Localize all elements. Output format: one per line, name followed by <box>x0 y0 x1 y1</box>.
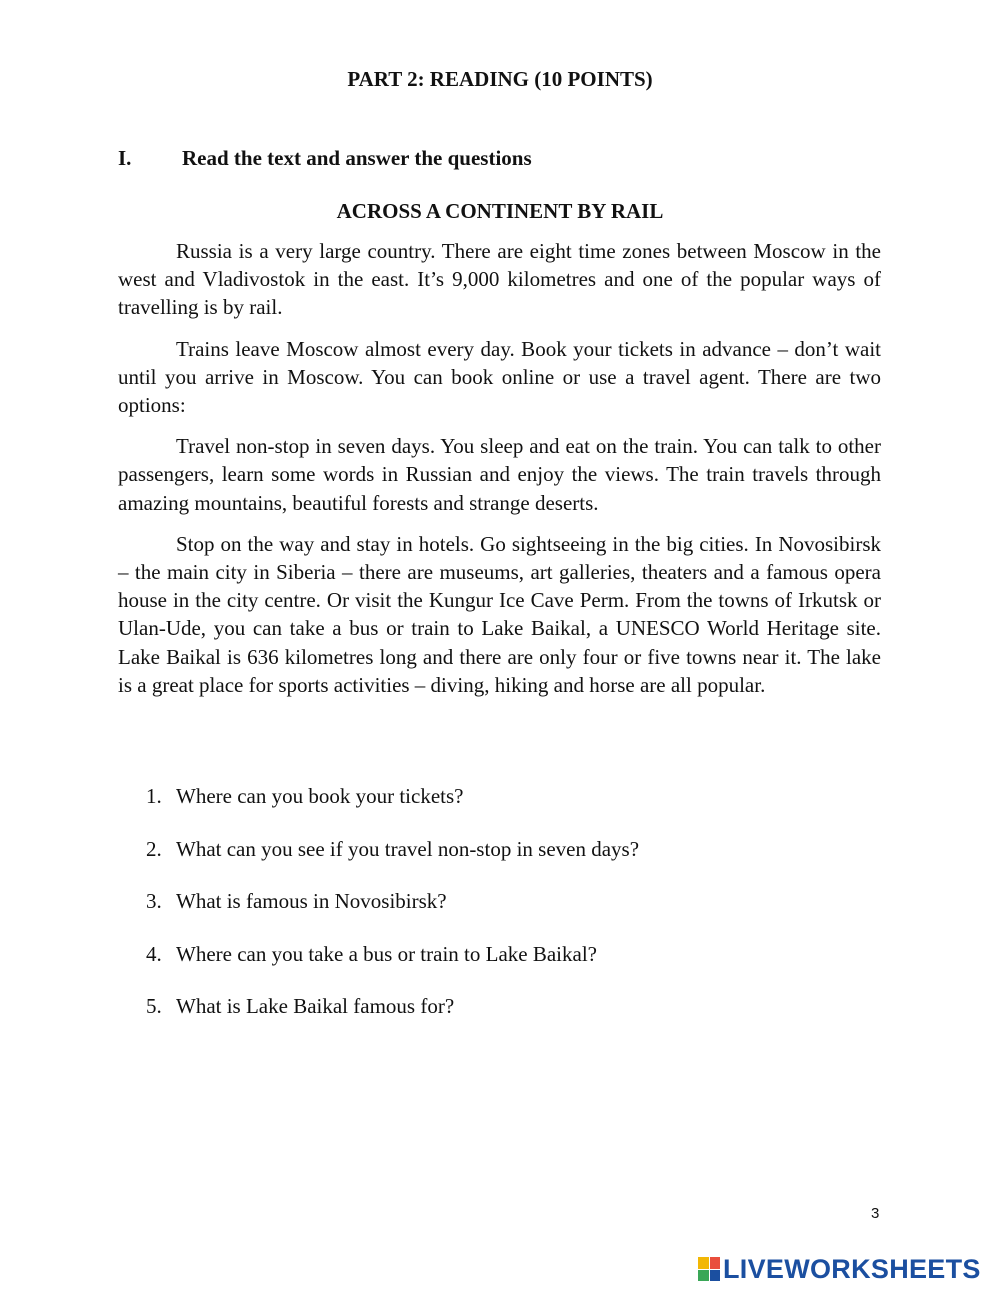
question-text: What is famous in Novosibirsk? <box>176 889 447 913</box>
section-instruction: Read the text and answer the questions <box>182 146 532 170</box>
question-text: What can you see if you travel non-stop in seven days? <box>176 836 640 861</box>
passage-paragraph: Travel non-stop in seven days. You sleep and eat on the train. You can talk to other passengers, learn some words in Russian and enjoy the views. The train travels through amazing mountains, beautiful forests and strange deserts. <box>118 434 881 515</box>
section-number: I. <box>118 146 132 170</box>
passage-paragraph: Stop on the way and stay in hotels. Go sightseeing in the big cities. In Novosibirsk – the main city in Siberia – there are museums, art galleries, theaters and a famous opera house in the city centre. Or visit the Kungur Ice Cave Perm. From the towns of Irkutsk or Ulan-Ude, you can take a bus or train to Lake Baikal, a UNESCO World Heritage site. Lake Baikal is 636 kilometres long and there are only four or five towns near it. The lake is a great place for sports activities – diving, hiking and horse are all popular. <box>118 531 881 697</box>
liveworksheets-logo[interactable] <box>698 1254 981 1284</box>
passage-paragraph: Trains leave Moscow almost every day. Book your tickets in advance – don’t wait until you arrive in Moscow. You can book online or use a travel agent. There are two options: <box>118 336 881 418</box>
question-number: 5. <box>146 994 162 1018</box>
question-number: 3. <box>146 889 162 913</box>
logo-text: LIVEWORKSHEETS <box>723 1253 981 1284</box>
question-text: Where can you take a bus or train to Lake Baikal? <box>176 941 597 966</box>
part-title: PART 2: READING (10 POINTS) <box>347 67 653 91</box>
question-number: 4. <box>146 941 162 966</box>
liveworksheets-logo-icon <box>698 1257 720 1281</box>
question-number: 1. <box>146 784 162 808</box>
question-item <box>118 889 881 942</box>
question-list <box>118 784 881 1047</box>
question-item <box>118 942 881 995</box>
question-text: Where can you book your tickets? <box>176 784 464 808</box>
reading-text-title: ACROSS A CONTINENT BY RAIL <box>336 199 664 223</box>
question-item <box>118 994 881 1047</box>
question-item <box>118 837 881 890</box>
reading-passage <box>118 237 881 712</box>
section-heading <box>118 146 532 171</box>
page-number: 3 <box>871 1205 880 1222</box>
passage-paragraph: Russia is a very large country. There are eight time zones between Moscow in the west and Vladivostok in the east. It’s 9,000 kilometres and one of the popular ways of travelling is by rail. <box>118 239 881 320</box>
question-text: What is Lake Baikal famous for? <box>176 994 455 1018</box>
question-number: 2. <box>146 836 162 861</box>
question-item <box>118 784 881 837</box>
